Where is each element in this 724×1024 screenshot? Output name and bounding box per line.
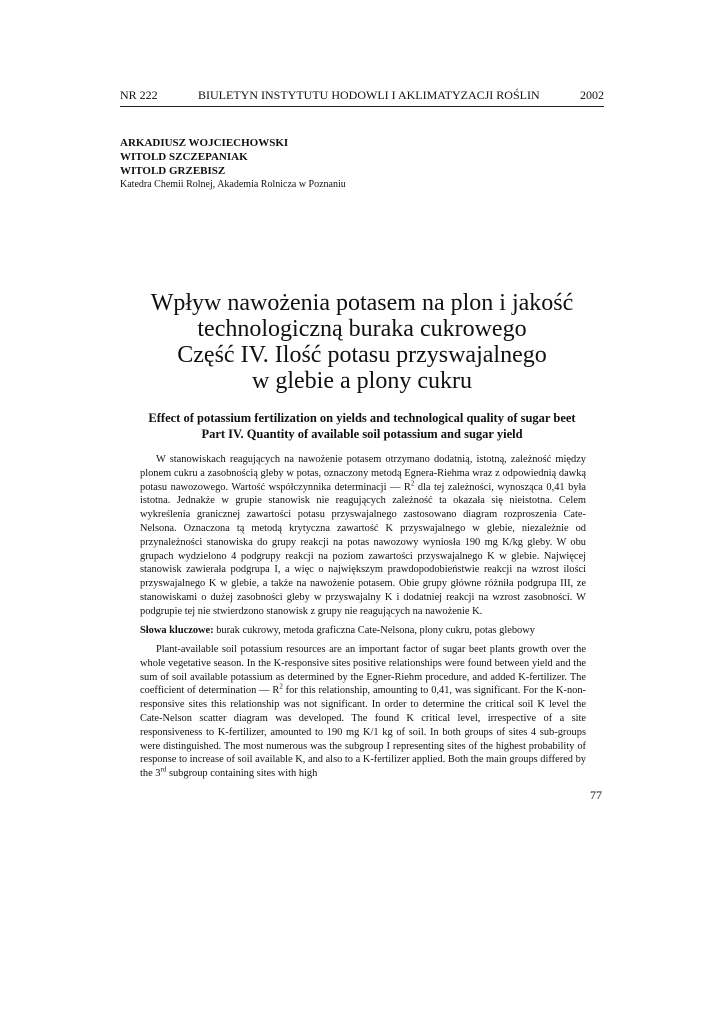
keywords — [140, 624, 586, 638]
title-pl-line-1: Wpływ nawożenia potasem na plon i jakość — [150, 290, 574, 316]
title-pl-line-2: technologiczną buraka cukrowego — [197, 316, 527, 342]
abstract-en-superscript-1: 2 — [279, 682, 283, 691]
author-block — [120, 136, 346, 192]
affiliation: Katedra Chemii Rolnej, Akademia Rolnicza w Poznaniu — [120, 179, 346, 190]
abstract-polish — [140, 453, 586, 619]
abstract-pl-superscript: 2 — [410, 479, 415, 488]
abstract-en-text-3: subgroup containing sites with high — [166, 768, 318, 780]
abstract-english — [140, 643, 586, 781]
abstract-en-text-1: Plant-available soil potassium resources are an important factor of sugar beet plants growth over the whole vegetative season. In the K-responsive sites positive relationships were found between yield and the sum of soil available potassium as determined by the Egner-Riehm procedure, and added K-fertilizer. The coefficient of determination — R — [140, 644, 586, 697]
abstract-en-text-2: for this relationship, amounting to 0,41, was significant. For the K-non-responsive sites this relationship was not significant. In order to determine the critical soil K level the Cate-Nelson scatter diagram was developed. The found K critical level, irrespective of a site responsiveness to K-fertilizer, amounted to 190 mg K/1 kg of soil. In both groups of sites 4 sub-groups were distinguished. The most numerous was the subgroup I representing sites of the highest probability of response to increase of soil available K, and also to a K-fertilizer applied. Both the main groups differed by the 3 — [140, 685, 586, 780]
keywords-label: Słowa kluczowe: — [140, 625, 214, 636]
page-number: 77 — [590, 788, 602, 802]
journal-name: BIULETYN INSTYTUTU HODOWLI I AKLIMATYZACJI ROŚLIN — [198, 88, 540, 102]
title-english — [120, 410, 604, 442]
author-1: ARKADIUSZ WOJCIECHOWSKI — [120, 137, 289, 149]
abstract-en-superscript-2: rd — [160, 765, 167, 774]
abstract-pl-text-2: dla tej zależności, wynosząca 0,41 była istotna. Jednakże w grupie stanowisk nie reagujących zależność ta okazała się nieistotna. Celem wykreślenia granicznej zawartości potasu przyswajalnego zastosowano diagram rozproszenia Cate-Nelsona. Oznaczona tą metodą krytyczna zawartość K przyswajalnego w glebie, niezależnie od przynależności stanowiska do grupy reakcji na potas nawozowy wyniosła 190 mg K/kg gleby. W obu grupach wydzielono 4 podgrupy reakcji na poziom zawartości przyswajalnego K w glebie. Najwięcej stanowisk zawierała podgrupa I, a więc o największym prawdopodobieństwie reakcji na wzrost ilości przyswajalnego K w glebie, a także na nawożenie potasem. Obie grupy główne różniła podgrupa III, ze stanowiskami o dużej zasobności gleby w przyswajalny K i dodatniej reakcji na wzrost zasobności. W podgrupie tej nie stwierdzono stanowisk z grupy nie reagujących na nawożenie K. — [140, 481, 586, 617]
title-pl-line-3: Część IV. Ilość potasu przyswajalnego — [177, 342, 547, 368]
author-3: WITOLD GRZEBISZ — [120, 165, 226, 177]
abstract-pl-text-1: W stanowiskach reagujących na nawożenie potasem otrzymano dodatnią, istotną, zależność między plonem cukru a zasobnością gleby w potas, oznaczony metodą Egnera-Riehma wraz z odpowiednią dawką potasu nawozowego. Wartość współczynnika determinacji — R — [140, 454, 586, 493]
title-en-line-1: Effect of potassium fertilization on yields and technological quality of sugar beet — [148, 411, 576, 425]
author-2: WITOLD SZCZEPANIAK — [120, 151, 248, 163]
keywords-text: burak cukrowy, metoda graficzna Cate-Nelsona, plony cukru, potas glebowy — [213, 625, 535, 636]
issue-number: NR 222 — [120, 88, 158, 102]
title-polish — [120, 290, 604, 394]
running-header — [120, 88, 604, 107]
title-en-line-2: Part IV. Quantity of available soil potassium and sugar yield — [201, 427, 523, 441]
year: 2002 — [580, 88, 604, 102]
title-pl-line-4: w glebie a plony cukru — [252, 368, 472, 394]
